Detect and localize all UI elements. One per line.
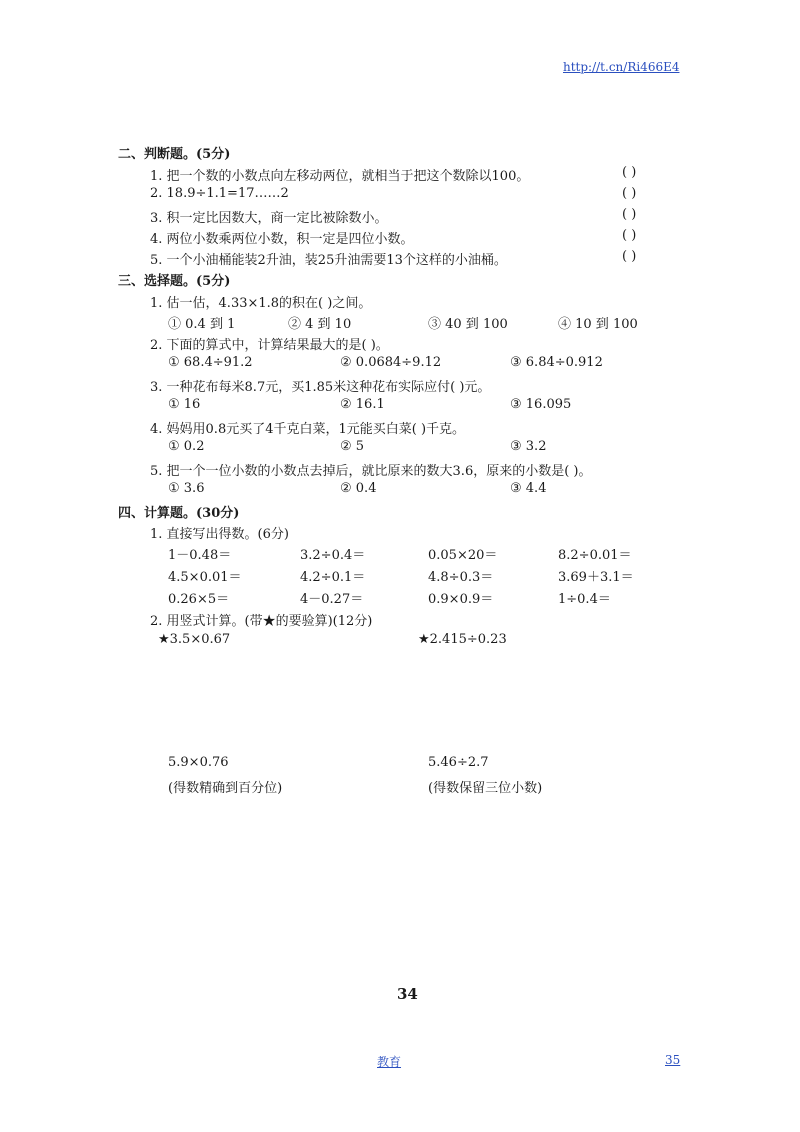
calc-problem-2: ★2.415÷0.23 (418, 632, 507, 647)
judgment-answer-2[interactable]: ( ) (622, 186, 637, 201)
judgment-answer-5[interactable]: ( ) (622, 249, 637, 264)
calc-problem-1: ★3.5×0.67 (158, 632, 231, 647)
choice-q5-option-1[interactable]: ① 3.6 (168, 481, 205, 496)
calc-problem-4-note: (得数保留三位小数) (428, 781, 543, 796)
choice-q2: 2. 下面的算式中，计算结果最大的是( )。 (150, 338, 389, 353)
choice-q1-option-1[interactable]: ① 0.4 到 1 (168, 317, 236, 332)
judgment-answer-1[interactable]: ( ) (622, 165, 637, 180)
calc-cell: 8.2÷0.01＝ (558, 548, 632, 563)
choice-q3-option-1[interactable]: ① 16 (168, 397, 201, 412)
page-number: 34 (397, 985, 418, 1003)
choice-q5-option-3[interactable]: ③ 4.4 (510, 481, 547, 496)
calc-cell: 1÷0.4＝ (558, 592, 611, 607)
choice-q2-option-2[interactable]: ② 0.0684÷9.12 (340, 355, 442, 370)
calc-sub2-title: 2. 用竖式计算。(带★的要验算)(12分) (150, 614, 373, 629)
section-calc-title: 四、计算题。(30分) (118, 506, 240, 521)
footer-page-link[interactable]: 35 (665, 1053, 681, 1067)
choice-q5-option-2[interactable]: ② 0.4 (340, 481, 377, 496)
judgment-answer-3[interactable]: ( ) (622, 207, 637, 222)
calc-problem-3-note: (得数精确到百分位) (168, 781, 283, 796)
choice-q1-option-3[interactable]: ③ 40 到 100 (428, 317, 508, 332)
judgment-item-4: 4. 两位小数乘两位小数，积一定是四位小数。 (150, 232, 414, 247)
calc-sub1-title: 1. 直接写出得数。(6分) (150, 527, 289, 542)
choice-q1: 1. 估一估，4.33×1.8的积在( )之间。 (150, 296, 372, 311)
judgment-item-5: 5. 一个小油桶能装2升油，装25升油需要13个这样的小油桶。 (150, 253, 507, 268)
choice-q4-option-1[interactable]: ① 0.2 (168, 439, 205, 454)
header-url-link[interactable]: http://t.cn/Ri466E4 (563, 60, 680, 74)
footer-center-link[interactable]: 教育 (377, 1055, 402, 1069)
choice-q2-option-3[interactable]: ③ 6.84÷0.912 (510, 355, 603, 370)
choice-q1-option-4[interactable]: ④ 10 到 100 (558, 317, 638, 332)
judgment-item-2: 2. 18.9÷1.1=17……2 (150, 186, 289, 201)
calc-cell: 4.8÷0.3＝ (428, 570, 494, 585)
choice-q4: 4. 妈妈用0.8元买了4千克白菜，1元能买白菜( )千克。 (150, 422, 466, 437)
calc-cell: 4－0.27＝ (300, 592, 364, 607)
choice-q4-option-3[interactable]: ③ 3.2 (510, 439, 547, 454)
section-choice-title: 三、选择题。(5分) (118, 274, 231, 289)
judgment-item-3: 3. 积一定比因数大，商一定比被除数小。 (150, 211, 388, 226)
calc-cell: 4.2÷0.1＝ (300, 570, 366, 585)
calc-cell: 1－0.48＝ (168, 548, 232, 563)
section-judgment-title: 二、判断题。(5分) (118, 147, 231, 162)
calc-cell: 0.26×5＝ (168, 592, 230, 607)
choice-q3-option-3[interactable]: ③ 16.095 (510, 397, 572, 412)
calc-cell: 0.9×0.9＝ (428, 592, 494, 607)
calc-cell: 3.2÷0.4＝ (300, 548, 366, 563)
calc-cell: 0.05×20＝ (428, 548, 498, 563)
choice-q2-option-1[interactable]: ① 68.4÷91.2 (168, 355, 253, 370)
choice-q1-option-2[interactable]: ② 4 到 10 (288, 317, 352, 332)
calc-cell: 4.5×0.01＝ (168, 570, 242, 585)
choice-q5: 5. 把一个一位小数的小数点去掉后，就比原来的数大3.6，原来的小数是( )。 (150, 464, 592, 479)
choice-q3-option-2[interactable]: ② 16.1 (340, 397, 385, 412)
choice-q3: 3. 一种花布每米8.7元，买1.85米这种花布实际应付( )元。 (150, 380, 491, 395)
judgment-answer-4[interactable]: ( ) (622, 228, 637, 243)
calc-problem-4: 5.46÷2.7 (428, 755, 489, 770)
calc-cell: 3.69＋3.1＝ (558, 570, 634, 585)
judgment-item-1: 1. 把一个数的小数点向左移动两位，就相当于把这个数除以100。 (150, 169, 530, 184)
calc-problem-3: 5.9×0.76 (168, 755, 229, 770)
choice-q4-option-2[interactable]: ② 5 (340, 439, 365, 454)
